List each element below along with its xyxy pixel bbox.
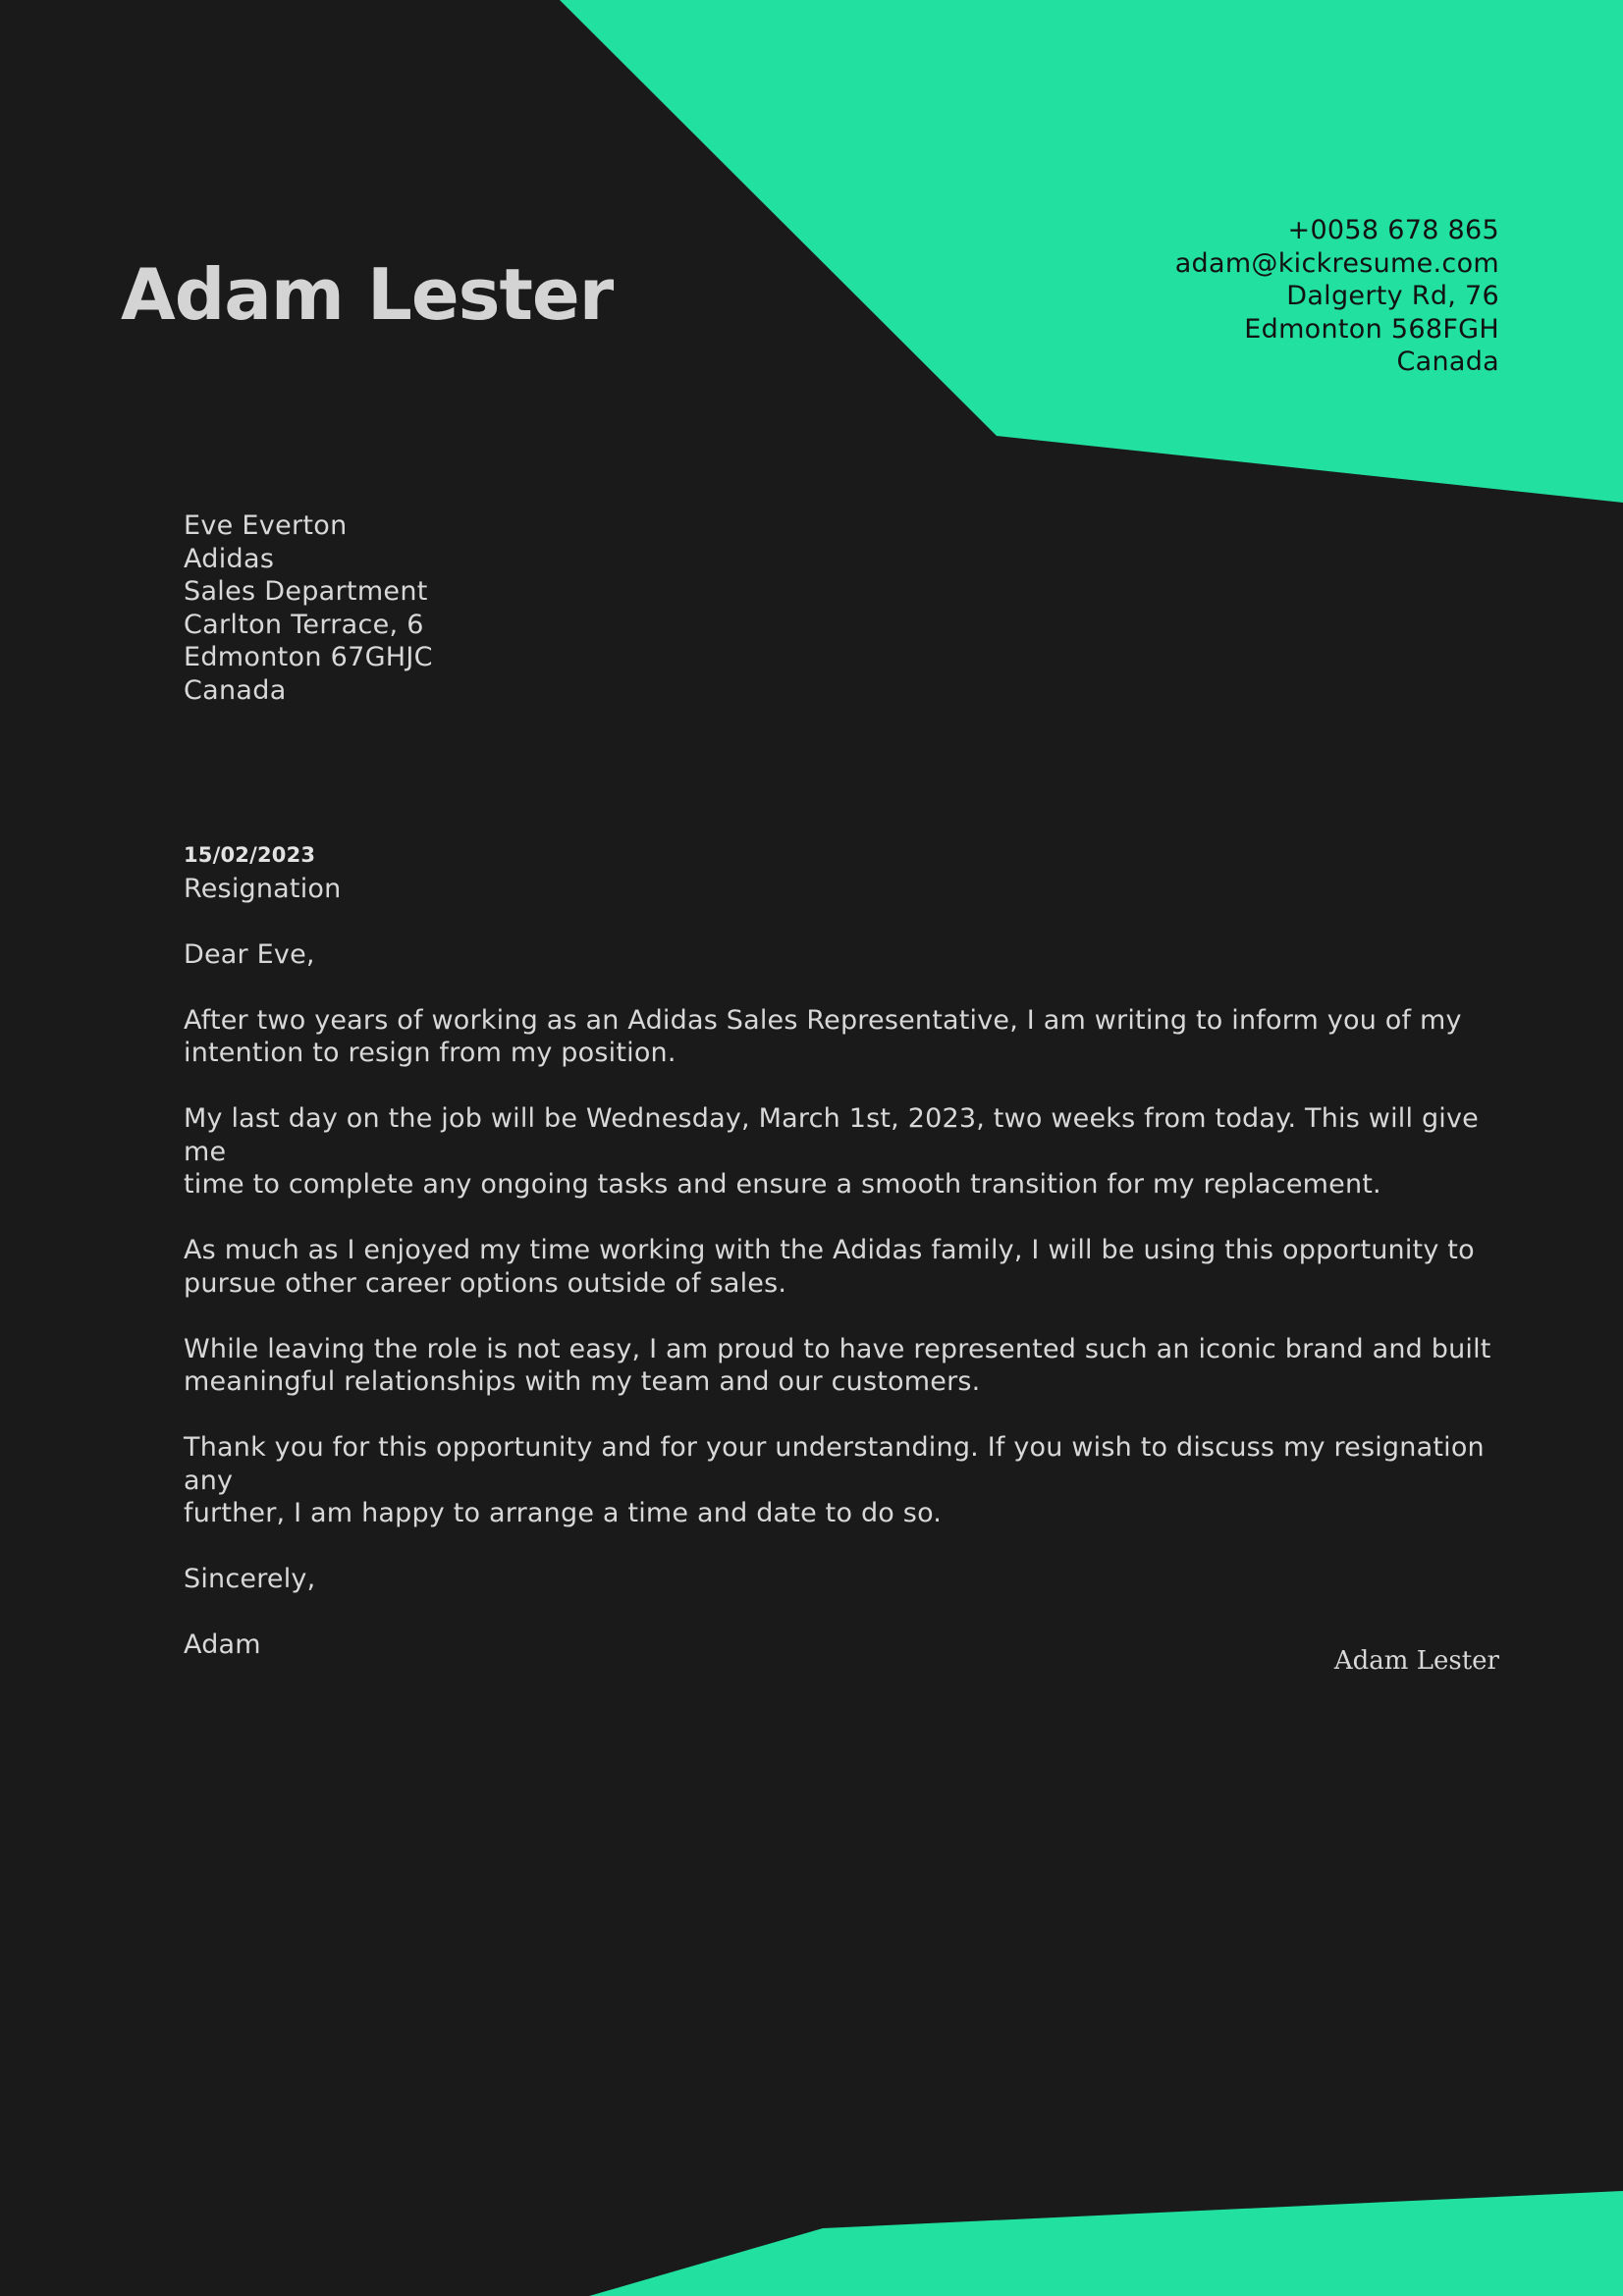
letter-salutation: Dear Eve, [184, 938, 315, 970]
signature: Adam Lester [1333, 1646, 1499, 1676]
sender-name: Adam Lester [121, 253, 614, 336]
letter-subject: Resignation [184, 874, 342, 904]
sender-email: adam@kickresume.com [1174, 247, 1499, 279]
letter-date: 15/02/2023 [184, 843, 316, 867]
recipient-department: Sales Department [184, 576, 428, 607]
letter-closing: Sincerely, [184, 1564, 316, 1594]
letter-paragraph: Thank you for this opportunity and for your understanding. If you wish to discuss my resignation any further, I am happy to arrange a time and date to do so. [184, 1432, 1485, 1528]
recipient-address-block [184, 509, 433, 707]
sender-phone: +0058 678 865 [1287, 215, 1499, 245]
recipient-country: Canada [184, 674, 287, 706]
recipient-city: Edmonton 67GHJC [184, 642, 433, 672]
letter-sign-off: Adam [184, 1629, 261, 1660]
sender-contact-block [1175, 214, 1499, 379]
letter-paragraph: After two years of working as an Adidas Sales Representative, I am writing to inform you of my intention to resign from my position. [184, 1004, 1462, 1068]
sender-city: Edmonton 568FGH [1244, 313, 1499, 345]
recipient-name: Eve Everton [184, 510, 348, 541]
sender-country: Canada [1396, 347, 1499, 377]
letter-paragraph: My last day on the job will be Wednesday, March 1st, 2023, two weeks from today. This will give me time to complete any ongoing tasks and ensure a smooth transition for my replacement. [184, 1103, 1479, 1200]
letter-paragraph: While leaving the role is not easy, I am proud to have represented such an iconic brand and built meaningful relationships with my team and our customers. [184, 1333, 1491, 1397]
letter-body [184, 841, 1501, 1694]
sender-street: Dalgerty Rd, 76 [1286, 281, 1499, 311]
recipient-street: Carlton Terrace, 6 [184, 609, 424, 640]
letter-paragraph: As much as I enjoyed my time working with the Adidas family, I will be using this opportunity to pursue other career options outside of sales. [184, 1235, 1475, 1299]
recipient-company: Adidas [184, 543, 275, 574]
